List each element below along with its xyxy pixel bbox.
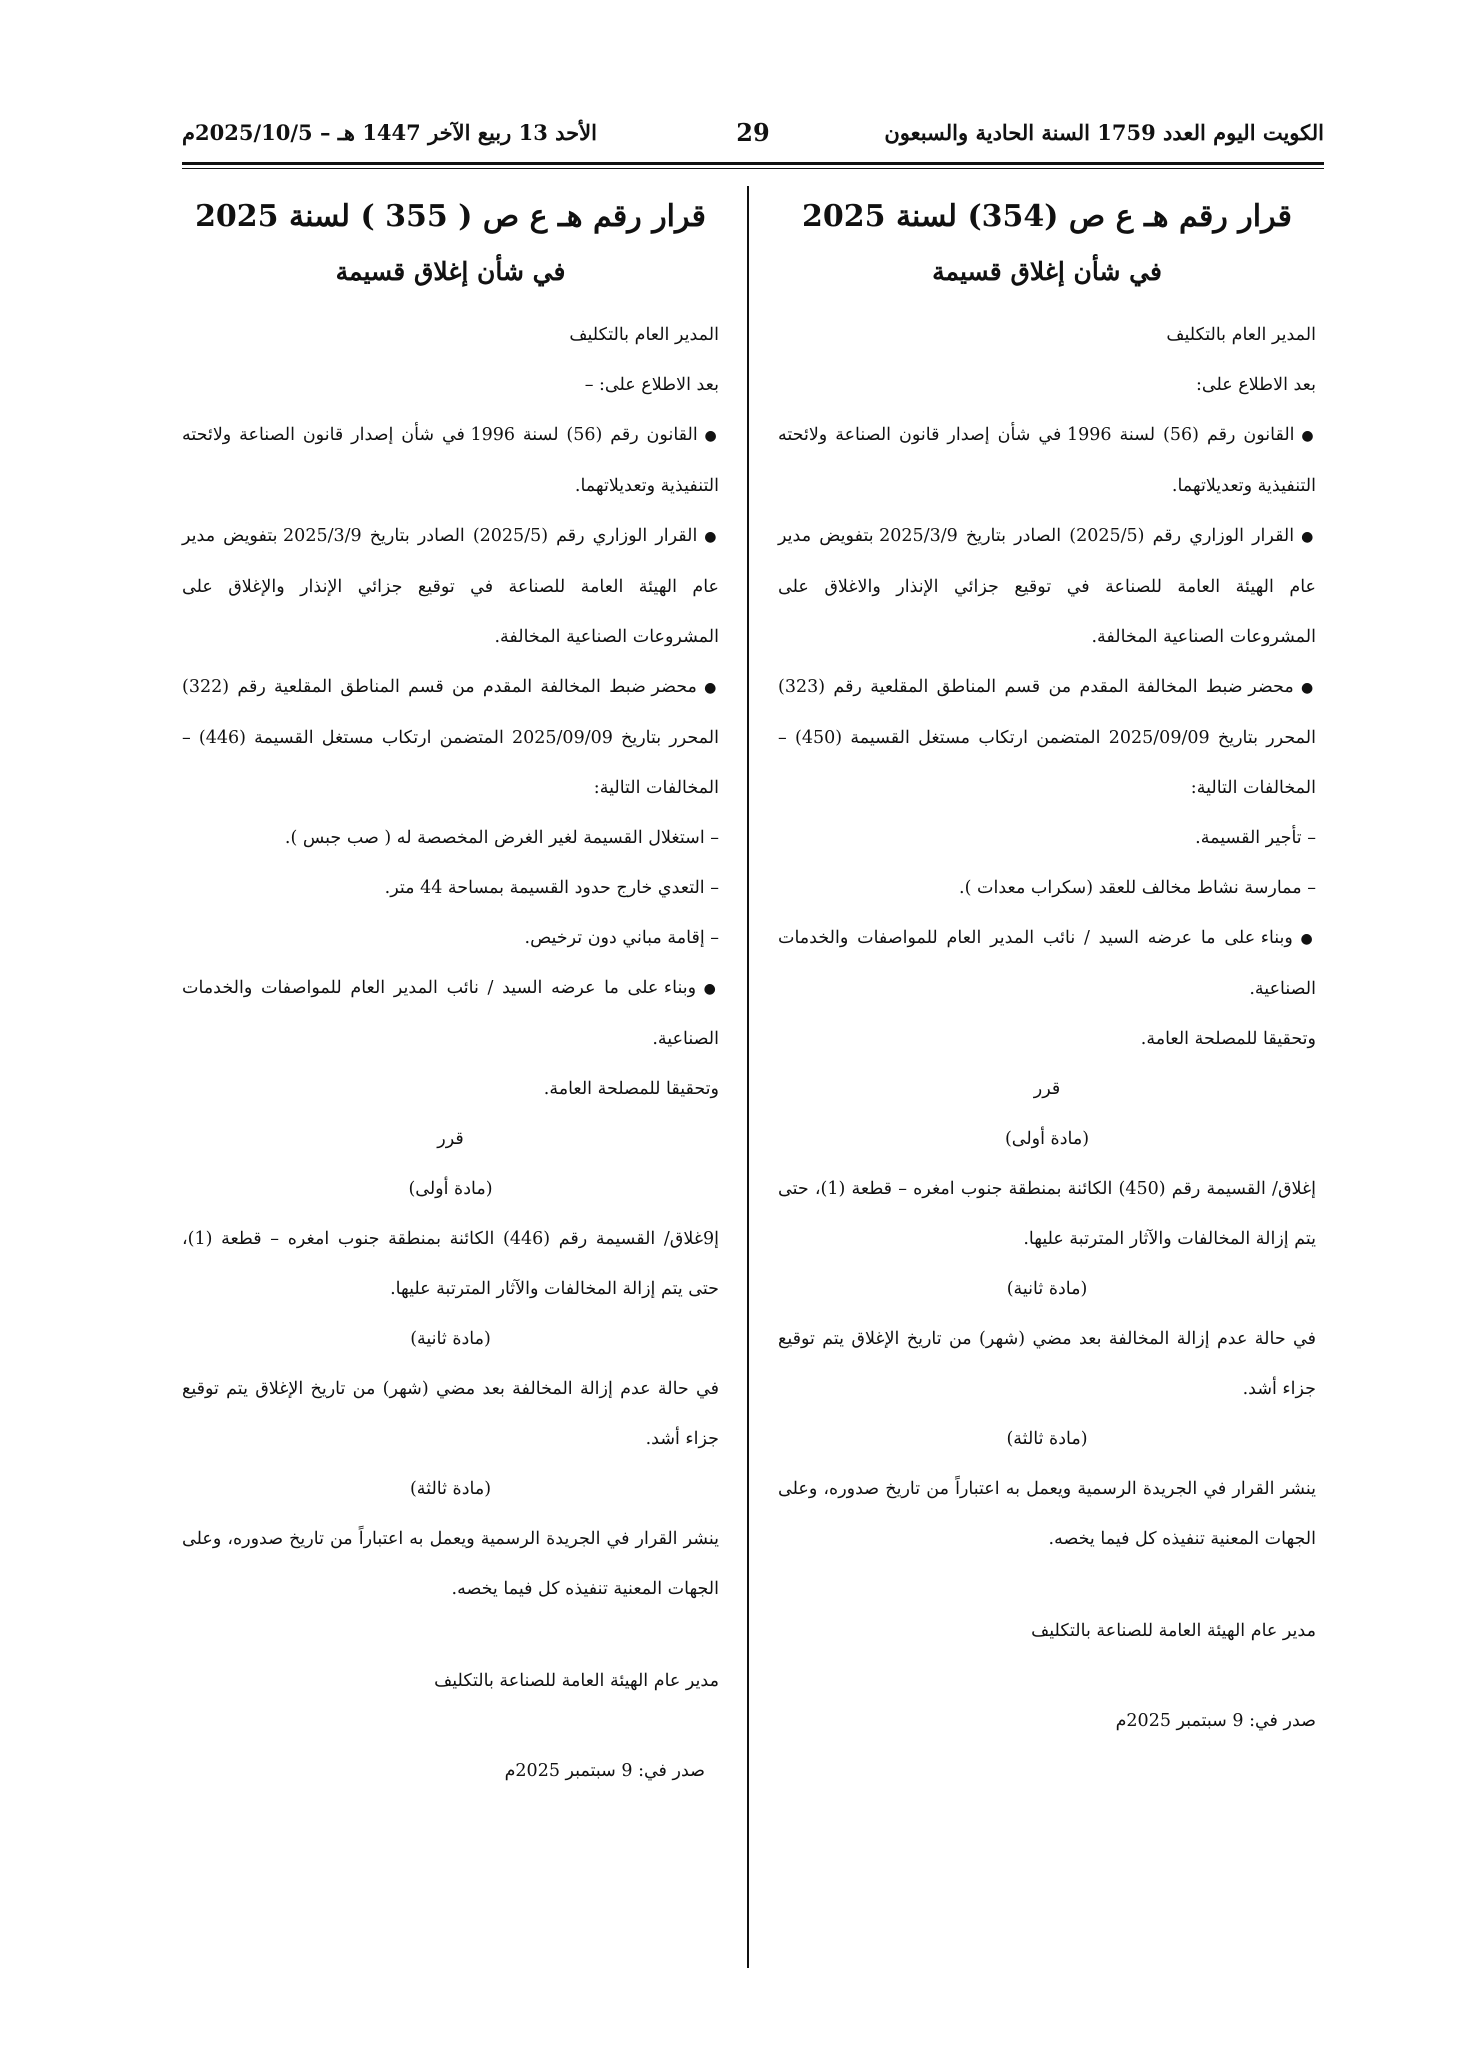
- header-rule-thin: [182, 168, 1324, 169]
- decision-354-subject: في شأن إغلاق قسيمة: [932, 257, 1162, 286]
- gazette-date: الأحد 13 ربيع الآخر 1447 هـ – 2025/10/5م: [182, 120, 597, 145]
- decision-354-issued-date: صدر في: 9 سبتمبر 2025م: [1115, 1711, 1316, 1731]
- decision-354-article-2-text: في حالة عدم إزالة المخالفة بعد مضي (شهر) من تاريخ الإغلاق يتم توقيع جزاء أشد.: [778, 1329, 1316, 1399]
- decision-355-violation-2: – التعدي خارج حدود القسيمة بمساحة 44 متر.: [384, 878, 719, 898]
- decision-354-title: قرار رقم هـ ع ص (354) لسنة 2025: [802, 199, 1292, 234]
- decision-354-signature: مدير عام الهيئة العامة للصناعة بالتكليف: [1031, 1621, 1316, 1641]
- decision-355-subject: في شأن إغلاق قسيمة: [335, 257, 566, 286]
- decision-354-violation-1: – تأجير القسيمة.: [1195, 828, 1316, 848]
- decision-355-presentation: ● وبناء على ما عرضه السيد / نائب المدير العام للمواصفات والخدمات الصناعية.: [182, 963, 719, 1064]
- decision-355-preamble: بعد الاطلاع على: –: [584, 375, 719, 395]
- decision-354-article-3-text: ينشر القرار في الجريدة الرسمية ويعمل به اعتباراً من تاريخ صدوره، وعلى الجهات المعنية تنفيذه كل فيما يخصه.: [778, 1479, 1316, 1549]
- decision-355-article-2-text: في حالة عدم إزالة المخالفة بعد مضي (شهر) من تاريخ الإغلاق يتم توقيع جزاء أشد.: [182, 1379, 719, 1449]
- decision-354-ref-report: ● محضر ضبط المخالفة المقدم من قسم المناطق المقلعية رقم (323) المحرر بتاريخ 2025/09/09 المتضمن ارتكاب مستغل القسيمة (450) – المخالفات التالية:: [778, 662, 1316, 813]
- decision-355-decided: قرر: [437, 1129, 464, 1149]
- decision-355-title: قرار رقم هـ ع ص ( 355 ) لسنة 2025: [195, 199, 706, 234]
- decision-354-public-interest: وتحقيقا للمصلحة العامة.: [1140, 1029, 1316, 1049]
- decision-355-ref-report: ● محضر ضبط المخالفة المقدم من قسم المناطق المقلعية رقم (322) المحرر بتاريخ 2025/09/09 المتضمن ارتكاب مستغل القسيمة (446) – المخالفات التالية:: [182, 662, 719, 813]
- decision-354-article-1-heading: (مادة أولى): [1004, 1129, 1090, 1149]
- decision-354-ref-law: ● القانون رقم (56) لسنة 1996 في شأن إصدار قانون الصناعة ولائحته التنفيذية وتعديلاتهما.: [778, 410, 1316, 511]
- decision-355-issuer: المدير العام بالتكليف: [569, 325, 719, 345]
- decision-354-article-3-heading: (مادة ثالثة): [1006, 1429, 1088, 1449]
- decision-355-article-1-heading: (مادة أولى): [408, 1179, 493, 1199]
- decision-355-article-3-text: ينشر القرار في الجريدة الرسمية ويعمل به اعتباراً من تاريخ صدوره، وعلى الجهات المعنية تنفيذه كل فيما يخصه.: [182, 1529, 719, 1599]
- page-header: [182, 118, 1324, 158]
- column-divider: [747, 186, 749, 1968]
- decision-355-signature: مدير عام الهيئة العامة للصناعة بالتكليف: [434, 1671, 719, 1691]
- decision-355-article-2-heading: (مادة ثانية): [410, 1329, 491, 1349]
- decision-355-column: [182, 190, 719, 1796]
- decision-354-ref-ministerial: ● القرار الوزاري رقم (2025/5) الصادر بتاريخ 2025/3/9 بتفويض مدير عام الهيئة العامة للصناعة في توقيع جزائي الإنذار والاغلاق على المشروعات الصناعية المخالفة.: [778, 511, 1316, 662]
- decision-355-article-1-text: إ9غلاق/ القسيمة رقم (446) الكائنة بمنطقة جنوب امغره – قطعة (1)، حتى يتم إزالة المخالفات والآثار المترتبة عليها.: [182, 1229, 719, 1299]
- decision-355-issued-date: صدر في: 9 سبتمبر 2025م: [504, 1761, 705, 1781]
- decision-355-ref-ministerial: ● القرار الوزاري رقم (2025/5) الصادر بتاريخ 2025/3/9 بتفويض مدير عام الهيئة العامة للصناعة في توقيع جزائي الإنذار والإغلاق على المشروعات الصناعية المخالفة.: [182, 511, 719, 662]
- decision-355-violation-1: – استغلال القسيمة لغير الغرض المخصصة له ( صب جبس ).: [284, 828, 719, 848]
- decision-355-public-interest: وتحقيقا للمصلحة العامة.: [543, 1079, 719, 1099]
- header-rule-thick: [182, 162, 1324, 165]
- decision-354-violation-2: – ممارسة نشاط مخالف للعقد (سكراب معدات ).: [959, 878, 1316, 898]
- gazette-issue-info: الكويت اليوم العدد 1759 السنة الحادية والسبعون: [884, 120, 1324, 145]
- decision-354-article-2-heading: (مادة ثانية): [1006, 1279, 1088, 1299]
- page-number: 29: [736, 118, 770, 147]
- decision-354-article-1-text: إغلاق/ القسيمة رقم (450) الكائنة بمنطقة جنوب امغره – قطعة (1)، حتى يتم إزالة المخالفات والآثار المترتبة عليها.: [778, 1179, 1316, 1249]
- decision-354-column: [778, 190, 1316, 1746]
- decision-354-issuer: المدير العام بالتكليف: [1166, 325, 1316, 345]
- decision-355-ref-law: ● القانون رقم (56) لسنة 1996 في شأن إصدار قانون الصناعة ولائحته التنفيذية وتعديلاتهما.: [182, 410, 719, 511]
- decision-355-violation-3: – إقامة مباني دون ترخيص.: [524, 928, 719, 948]
- decision-354-decided: قرر: [1033, 1079, 1061, 1099]
- decision-354-presentation: ● وبناء على ما عرضه السيد / نائب المدير العام للمواصفات والخدمات الصناعية.: [778, 913, 1316, 1014]
- decision-354-preamble: بعد الاطلاع على:: [1196, 375, 1316, 395]
- decision-355-article-3-heading: (مادة ثالثة): [409, 1479, 492, 1499]
